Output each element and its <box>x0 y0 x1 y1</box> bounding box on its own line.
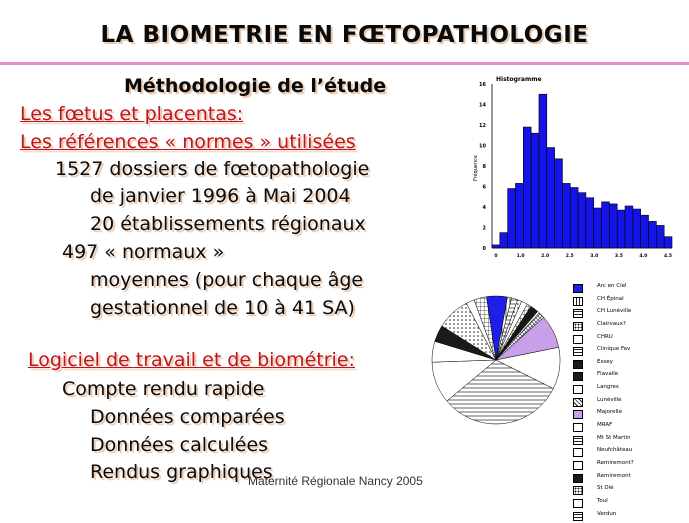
legend-item <box>573 346 683 359</box>
legend-swatch <box>573 297 583 306</box>
legend-item <box>573 422 683 435</box>
footer-text: Maternité Régionale Nancy 2005 <box>248 474 423 488</box>
legend-swatch <box>573 486 583 495</box>
legend-swatch <box>573 398 583 407</box>
legend-item <box>573 384 683 397</box>
legend-swatch <box>573 512 583 521</box>
histogram-bar-10 <box>570 188 578 248</box>
legend-swatch <box>573 385 583 394</box>
legend-item <box>573 397 683 410</box>
legend-item <box>573 498 683 511</box>
histogram-bar-22 <box>664 237 672 248</box>
histogram-ytick-5: 10 <box>479 143 486 150</box>
legend-swatch <box>573 335 583 344</box>
legend-item <box>573 296 683 309</box>
legend-swatch <box>573 436 583 445</box>
legend-swatch <box>573 474 583 483</box>
legend-swatch <box>573 499 583 508</box>
legend-label: CH Lunéville <box>597 308 632 315</box>
legend-label: Toul <box>597 497 608 504</box>
line-donnees-comparees: Données comparées <box>90 406 285 428</box>
histogram-chart <box>466 72 678 268</box>
line-period: de janvier 1996 à Mai 2004 <box>90 185 351 207</box>
legend-label: CH Épinal <box>597 295 624 302</box>
histogram-bar-12 <box>586 198 594 248</box>
legend-item <box>573 460 683 473</box>
histogram-ytick-1: 2 <box>482 225 486 232</box>
histogram-bar-3 <box>515 183 523 248</box>
histogram-bar-2 <box>508 189 516 248</box>
legend-label: Majorelle <box>597 409 622 416</box>
legend-label: Lunéville <box>597 396 622 403</box>
legend-swatch <box>573 448 583 457</box>
histogram-xtick-1: 1.0 <box>516 254 525 259</box>
histogram-xtick-6: 4.0 <box>639 254 648 259</box>
pie-chart <box>428 290 568 440</box>
histogram-xtick-0: 0 <box>494 254 498 259</box>
histogram-ytick-7: 14 <box>479 102 486 109</box>
pie-legend <box>573 283 683 523</box>
histogram-ytick-3: 6 <box>482 184 486 191</box>
histogram-bar-15 <box>609 204 617 248</box>
line-etablissements: 20 établissements régionaux <box>90 213 366 235</box>
histogram-bar-0 <box>492 245 500 248</box>
histogram-bar-8 <box>555 159 563 248</box>
line-dossiers: 1527 dossiers de fœtopathologie <box>55 158 370 180</box>
legend-item <box>573 473 683 486</box>
legend-item <box>573 321 683 334</box>
legend-label: Arc en Ciel <box>597 283 627 289</box>
histogram-bar-19 <box>641 215 649 248</box>
legend-item <box>573 334 683 347</box>
line-logiciel: Logiciel de travail et de biométrie: <box>28 349 355 371</box>
line-compte-rendu: Compte rendu rapide <box>62 378 265 400</box>
histogram-bar-6 <box>539 94 547 248</box>
line-rendus-graphiques: Rendus graphiques <box>90 461 273 483</box>
slide-title: LA BIOMETRIE EN FŒTOPATHOLOGIE <box>100 22 589 48</box>
histogram-bar-9 <box>562 183 570 248</box>
legend-item <box>573 435 683 448</box>
legend-swatch <box>573 410 583 419</box>
legend-label: Clinique Fav <box>597 346 631 353</box>
histogram-ylabel: Fréquence <box>473 155 479 181</box>
histogram-bar-21 <box>656 225 664 248</box>
histogram-bar-7 <box>547 148 555 248</box>
legend-item <box>573 308 683 321</box>
histogram-ytick-2: 4 <box>482 205 486 211</box>
histogram-ytick-8: 16 <box>479 82 486 88</box>
histogram-ytick-6: 12 <box>479 123 486 129</box>
legend-swatch <box>573 322 583 331</box>
line-references: Les références « normes » utilisées <box>20 131 356 153</box>
legend-label: Remiremont? <box>597 459 634 466</box>
histogram-bar-18 <box>633 209 641 248</box>
histogram-bar-1 <box>500 233 508 248</box>
legend-label: Essey <box>597 358 613 365</box>
legend-swatch <box>573 347 583 356</box>
legend-label: Neufchâteau <box>597 447 633 454</box>
histogram-xtick-2: 2.0 <box>541 254 550 259</box>
line-foetus-placentas: Les fœtus et placentas: <box>20 103 244 125</box>
legend-label: St Dié <box>597 485 614 492</box>
histogram-xtick-7: 4.5 <box>664 254 672 259</box>
legend-label: Langres <box>597 384 619 391</box>
histogram-bar-20 <box>649 221 657 248</box>
legend-label: Flavalle <box>597 371 619 378</box>
histogram-bar-17 <box>625 206 633 248</box>
legend-item <box>573 371 683 384</box>
legend-item <box>573 409 683 422</box>
legend-swatch <box>573 284 583 293</box>
legend-swatch <box>573 309 583 318</box>
legend-swatch <box>573 360 583 369</box>
legend-label: Remiremont <box>597 472 631 479</box>
histogram-bar-11 <box>578 193 586 248</box>
legend-label: CHRU <box>597 333 613 340</box>
line-moyennes: moyennes (pour chaque âge <box>90 269 364 291</box>
histogram-xtick-3: 2.5 <box>565 254 574 259</box>
histogram-ytick-0: 0 <box>482 246 486 252</box>
histogram-xtick-4: 3.0 <box>590 254 599 259</box>
histogram-title: Histogramme <box>496 76 542 83</box>
histogram-xtick-5: 3.5 <box>614 254 623 259</box>
line-gestationnel: gestationnel de 10 à 41 SA) <box>90 297 355 319</box>
section-heading: Méthodologie de l’étude <box>124 75 387 97</box>
legend-item <box>573 359 683 372</box>
legend-item <box>573 447 683 460</box>
legend-label: Verdun <box>597 510 617 517</box>
histogram-bar-4 <box>523 127 531 248</box>
histogram-bar-13 <box>594 208 602 248</box>
line-donnees-calculees: Données calculées <box>90 434 269 456</box>
histogram-bar-5 <box>531 133 539 248</box>
legend-label: Mt St Martin <box>597 434 631 441</box>
histogram-bar-14 <box>602 202 610 248</box>
legend-item <box>573 283 683 296</box>
legend-swatch <box>573 372 583 381</box>
legend-label: Clairvaux? <box>597 320 626 327</box>
legend-swatch <box>573 461 583 470</box>
legend-label: MRAF <box>597 422 613 429</box>
line-normaux: 497 « normaux » <box>62 241 225 263</box>
legend-item <box>573 485 683 498</box>
legend-swatch <box>573 423 583 432</box>
histogram-ytick-4: 8 <box>482 164 486 170</box>
title-rule <box>0 62 689 65</box>
histogram-bar-16 <box>617 210 625 248</box>
